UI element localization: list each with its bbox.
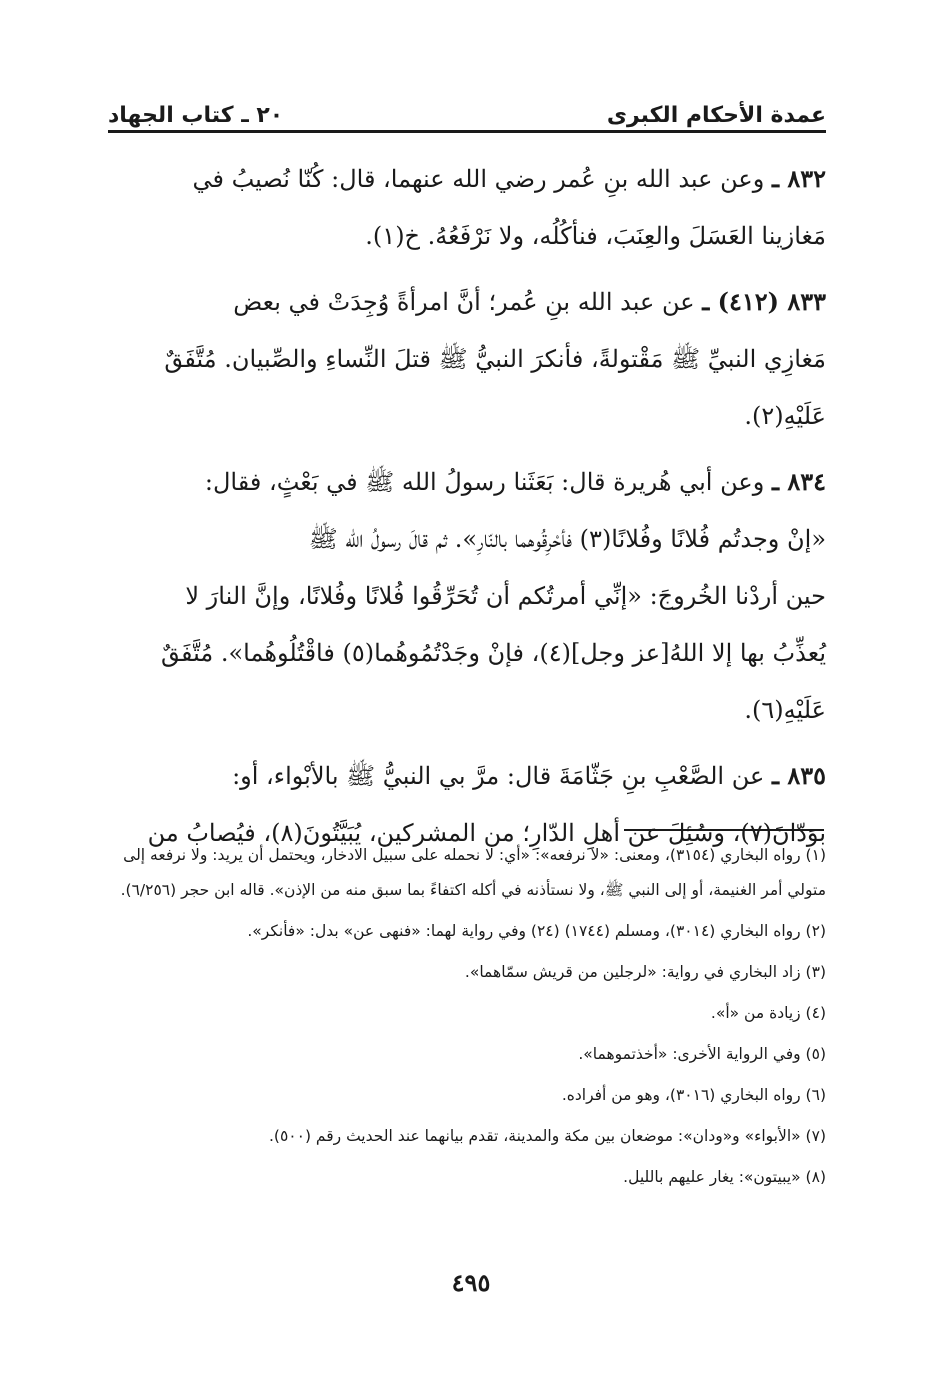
hadith-832 — [108, 150, 826, 265]
text-line: مَغازِي النبيِّ ﷺ مَقْتولةً، فأنكرَ النبيُّ ﷺ قتلَ النِّساءِ والصِّبيان. مُتَّفَقٌ — [164, 345, 826, 373]
text-line: يُعذِّبُ بها إلا اللهُ[عز وجل](٤)، فإنْ وجَدْتُمُوهُما(٥) فاقْتُلُوهُما». مُتَّفَقٌ — [160, 639, 826, 667]
footnote-6: (٦) رواه البخاري (٣٠١٦)، وهو من أفراده. — [561, 1086, 826, 1104]
footnote-8: (٨) «يبيتون»: يغار عليهم بالليل. — [623, 1168, 826, 1186]
hadith-834 — [108, 453, 826, 739]
line-text: وعن أبي هُريرة قال: بَعَثَنا رسولُ الله ﷺ في بَعْثٍ، فقال: — [204, 468, 765, 496]
footnote-rule — [624, 829, 824, 831]
text-line — [108, 273, 826, 331]
page-number: ٤٩٥ — [451, 1268, 491, 1297]
hadith-number: ٨٣٣ (٤١٢) ـ — [702, 287, 826, 316]
header-rule — [108, 130, 826, 133]
text-line: «إنْ وجدتُم فُلانًا وفُلانًا(٣) فأحْرِقُوهما بالنّارِ». ثم قالَ رسولُ الله ﷺ — [308, 525, 826, 553]
footnote-2: (٢) رواه البخاري (٣٠١٤)، ومسلم (١٧٤٤) (٢٤) وفي رواية لهما: «فنهى عن» بدل: «فأنكر». — [247, 922, 826, 940]
text-line: مَغازينا العَسَلَ والعِنَبَ، فنأكُلُه، ولا نَرْفَعُهُ. خ(١). — [365, 222, 826, 250]
line-text: وعن عبد الله بنِ عُمر رضي الله عنهما، قال: كُنّا نُصيبُ في — [192, 165, 765, 193]
hadith-833 — [108, 273, 826, 445]
hadith-number: ٨٣٥ ـ — [771, 761, 826, 790]
hadith-number: ٨٣٤ ـ — [771, 467, 826, 496]
footnote-7: (٧) «الأبواء» و«ودان»: موضعان بين مكة والمدينة، تقدم بيانهما عند الحديث رقم (٥٠٠). — [268, 1127, 826, 1145]
text-line — [108, 453, 826, 511]
text-line: حين أردْنا الخُروجَ: «إنِّي أمرتُكم أن تُحَرِّقُوا فُلانًا وفُلانًا، وإنَّ النارَ لا — [185, 582, 826, 610]
chapter-title: ٢٠ ـ كتاب الجهاد — [108, 103, 284, 128]
footnote-4: (٤) زيادة من «أ». — [710, 1004, 826, 1022]
book-title: عمدة الأحكام الكبرى — [606, 103, 826, 128]
hadith-number: ٨٣٢ ـ — [771, 164, 826, 193]
text-line: بوَدّانَ(٧)، وسُئِلَ عن أهلِ الدّارِ؛ من المشركين، يُبَيَّتُونَ(٨)، فيُصابُ من — [147, 819, 826, 847]
footnotes — [100, 838, 826, 1201]
main-text — [108, 150, 826, 870]
footnote-1: (١) رواه البخاري (٣١٥٤)، ومعنى: «لا نرفعه»: «أي: لا نحمله على سبيل الادخار، ويحتمل أن يريد: ولا نرفعه إلى متولي أمر الغنيمة، أو إلى النبي ﷺ، ولا نستأذنه في أكله اكتفاءً بما سبق منه من الإذن». قاله ابن حجر (٦/٢٥٦). — [120, 846, 826, 899]
line-text: عن الصَّعْبِ بنِ جَثّامَةَ قال: مرَّ بي النبيُّ ﷺ بالأبْواء، أو: — [232, 762, 765, 790]
footnote-5: (٥) وفي الرواية الأخرى: «أخذتموهما». — [578, 1045, 826, 1063]
text-line: عَلَيْهِ(٢). — [744, 402, 826, 430]
text-line — [108, 747, 826, 805]
text-line — [108, 150, 826, 208]
line-text: عن عبد الله بنِ عُمر؛ أنَّ امرأةً وُجِدَتْ في بعض — [233, 288, 695, 316]
running-header — [108, 92, 826, 128]
text-line: عَلَيْهِ(٦). — [744, 696, 826, 724]
footnote-3: (٣) زاد البخاري في رواية: «لرجلين من قريش سمّاهما». — [464, 963, 826, 981]
